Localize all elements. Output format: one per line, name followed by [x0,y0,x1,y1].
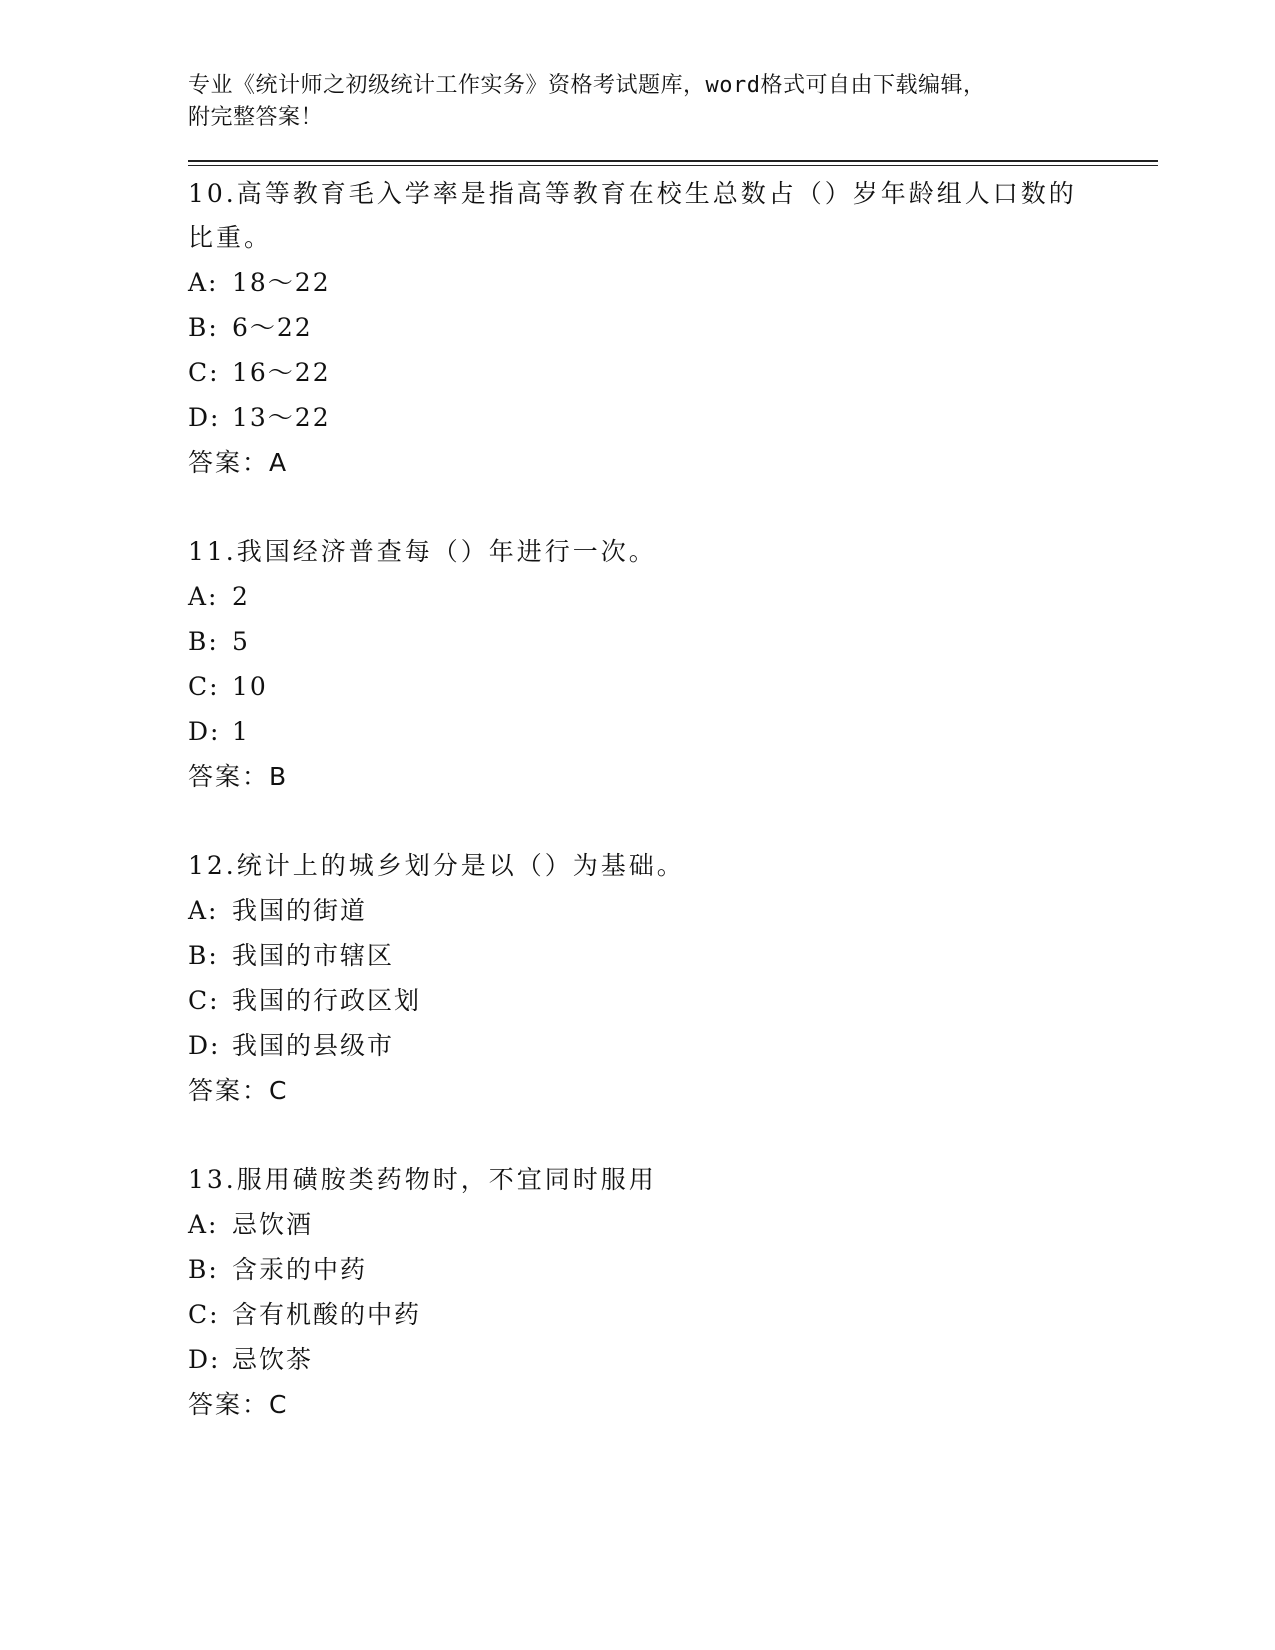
option-text: 5 [232,627,250,656]
option-letter: C: [188,358,220,387]
header-divider [188,160,1158,166]
option-letter: D: [188,1345,221,1374]
option-text: 忌饮茶 [232,1345,314,1374]
option-a [188,260,1158,305]
option-d [188,1023,1158,1068]
option-text: 忌饮酒 [232,1210,314,1239]
option-letter: C: [188,1300,220,1329]
option-text: 10 [232,672,268,701]
option-d [188,395,1158,440]
option-text: 18～22 [232,268,331,297]
option-text: 16～22 [232,358,331,387]
option-letter: D: [188,1031,221,1060]
question-12 [188,844,1158,1114]
question-13 [188,1158,1158,1428]
option-d [188,1337,1158,1382]
option-letter: D: [188,403,221,432]
option-c [188,978,1158,1023]
option-letter: B: [188,941,219,970]
option-text: 我国的街道 [232,896,368,925]
question-stem: 11.我国经济普查每（）年进行一次。 [188,537,657,566]
option-c [188,1292,1158,1337]
answer-line: 答案：B [188,762,289,791]
question-stem: 13.服用磺胺类药物时，不宜同时服用 [188,1165,657,1194]
header-line-1: 专业《统计师之初级统计工作实务》资格考试题库，word格式可自由下载编辑， [188,73,986,98]
option-letter: C: [188,672,220,701]
option-letter: A: [188,896,219,925]
option-letter: A: [188,268,219,297]
answer-line: 答案：C [188,1390,289,1419]
option-a [188,888,1158,933]
option-letter: D: [188,717,221,746]
option-b [188,1247,1158,1292]
answer-line: 答案：C [188,1076,289,1105]
answer-line: 答案：A [188,448,289,477]
option-b [188,933,1158,978]
option-letter: C: [188,986,220,1015]
question-stem: 10.高等教育毛入学率是指高等教育在校生总数占（）岁年龄组人口数的比重。 [188,179,1077,252]
question-10 [188,172,1158,486]
question-stem: 12.统计上的城乡划分是以（）为基础。 [188,851,685,880]
option-text: 6～22 [232,313,313,342]
option-letter: B: [188,313,219,342]
option-d [188,709,1158,754]
option-text: 1 [232,717,250,746]
option-text: 我国的行政区划 [232,986,422,1015]
option-a [188,1202,1158,1247]
option-c [188,664,1158,709]
question-list [188,172,1158,1428]
option-c [188,350,1158,395]
option-text: 2 [232,582,250,611]
option-text: 13～22 [232,403,331,432]
option-letter: B: [188,627,219,656]
option-letter: A: [188,582,219,611]
option-letter: A: [188,1210,219,1239]
option-a [188,574,1158,619]
option-text: 含汞的中药 [232,1255,368,1284]
option-text: 我国的市辖区 [232,941,395,970]
option-b [188,305,1158,350]
document-page [188,70,1158,1472]
option-letter: B: [188,1255,219,1284]
question-11 [188,530,1158,800]
option-b [188,619,1158,664]
option-text: 我国的县级市 [232,1031,395,1060]
header-line-2: 附完整答案！ [188,105,324,130]
option-text: 含有机酸的中药 [232,1300,422,1329]
document-header [188,70,1158,134]
